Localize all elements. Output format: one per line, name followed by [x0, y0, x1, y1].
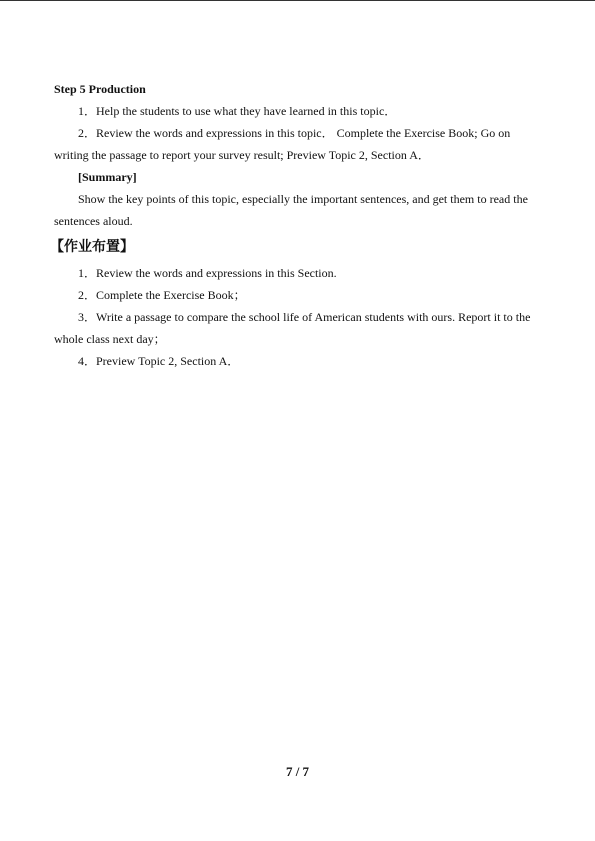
summary-text: Show the key points of this topic, especially the important sentences, and get them to read the sentences aloud.	[54, 192, 528, 228]
step5-item-2: 2．Review the words and expressions in this topic． Complete the Exercise Book; Go on writing the passage to report your survey result; Preview Topic 2, Section A．	[54, 126, 511, 162]
homework-item-4: 4．Preview Topic 2, Section A．	[78, 354, 240, 368]
step5-heading: Step 5 Production	[54, 82, 146, 96]
page-number: 7 / 7	[285, 764, 310, 779]
top-rule	[0, 0, 595, 1]
summary-label: [Summary]	[78, 170, 137, 184]
homework-item-2: 2．Complete the Exercise Book；	[78, 288, 246, 302]
homework-item-1: 1．Review the words and expressions in this Section.	[78, 266, 337, 280]
page-content	[50, 78, 538, 372]
homework-heading: 【作业布置】	[50, 239, 134, 255]
step5-item-1: 1．Help the students to use what they have learned in this topic．	[78, 104, 397, 118]
homework-item-3: 3．Write a passage to compare the school life of American students with ours. Report it to the whole class next day；	[54, 310, 531, 346]
